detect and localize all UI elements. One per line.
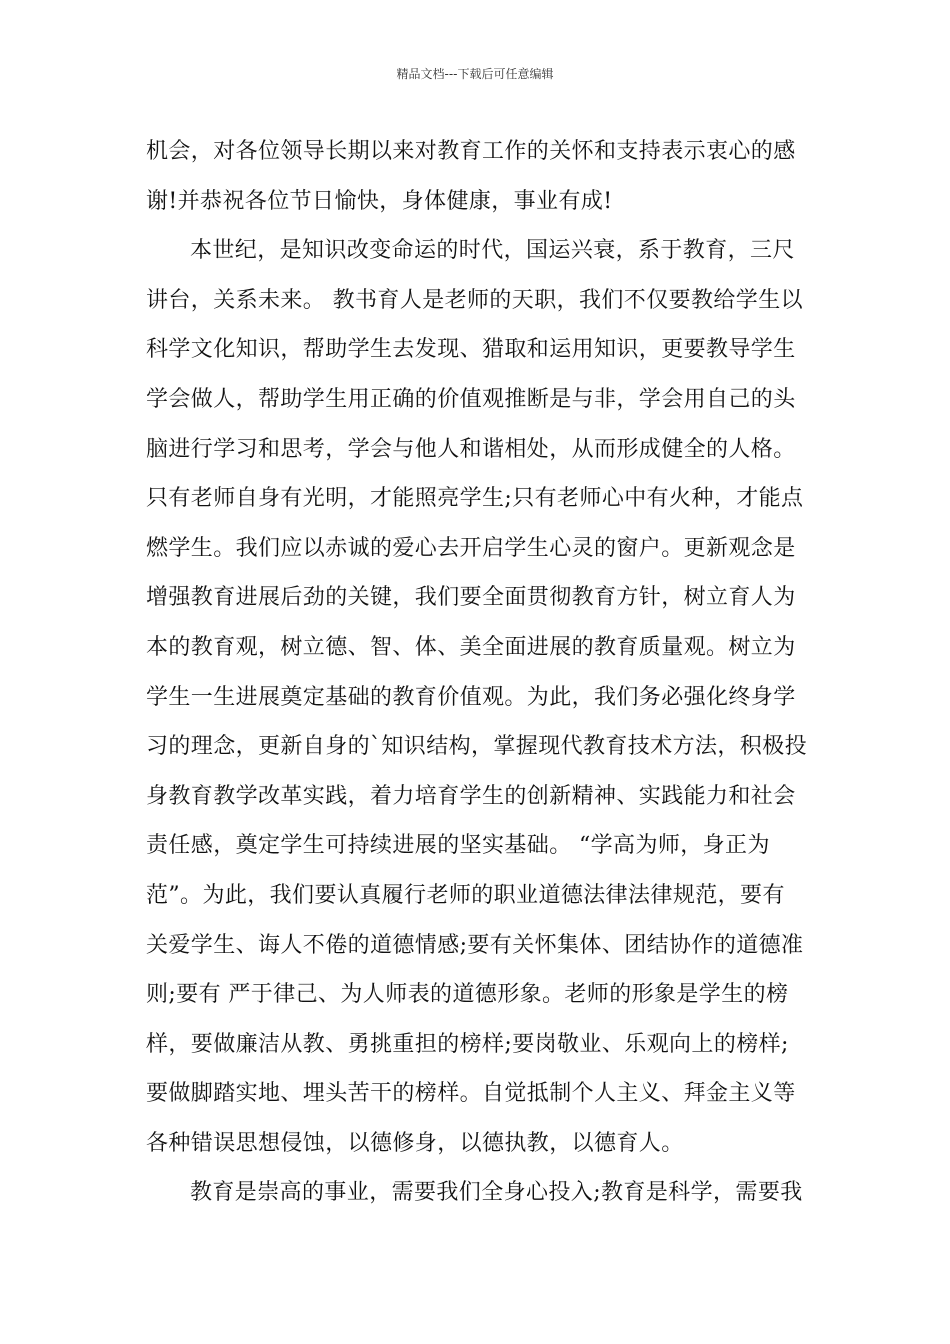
body-text (146, 127, 810, 1218)
text-line: 科学文化知识，帮助学生去发现、猎取和运用知识，更要教导学生 (146, 337, 796, 363)
text-line: 身教育教学改革实践，着力培育学生的创新精神、实践能力和社会 (146, 783, 796, 809)
text-line: 谢!并恭祝各位节日愉快，身体健康，事业有成! (146, 188, 613, 214)
text-line: 燃学生。我们应以赤诚的爱心去开启学生心灵的窗户。更新观念是 (146, 535, 796, 561)
text-line: 学生一生进展奠定基础的教育价值观。为此，我们务必强化终身学 (146, 684, 796, 710)
paragraph-start-line: 教育是崇高的事业，需要我们全身心投入;教育是科学，需要我 (190, 1180, 803, 1206)
page-header: 精品文档---下载后可任意编辑 (396, 67, 554, 81)
text-line: 要做脚踏实地、埋头苦干的榜样。自觉抵制个人主义、拜金主义等 (146, 1081, 796, 1107)
text-line: 范”。为此，我们要认真履行老师的职业道德法律法律规范，要有 (146, 882, 785, 908)
text-line: 责任感，奠定学生可持续进展的坚实基础。 “学高为师，身正为 (146, 833, 770, 859)
text-line: 讲台，关系未来。 教书育人是老师的天职，我们不仅要教给学生以 (146, 287, 803, 313)
text-line: 学会做人，帮助学生用正确的价值观推断是与非，学会用自己的头 (146, 386, 796, 412)
text-line: 各种错误思想侵蚀，以德修身，以德执教，以德育人。 (146, 1130, 684, 1156)
text-line: 习的理念，更新自身的`知识结构，掌握现代教育技术方法，积极投 (146, 734, 808, 760)
text-line: 脑进行学习和思考，学会与他人和谐相处，从而形成健全的人格。 (146, 436, 796, 462)
text-line: 本的教育观，树立德、智、体、美全面进展的教育质量观。树立为 (146, 634, 796, 660)
text-line: 样，要做廉洁从教、勇挑重担的榜样;要岗敬业、乐观向上的榜样; (146, 1031, 789, 1057)
text-line: 机会，对各位领导长期以来对教育工作的关怀和支持表示衷心的感 (146, 139, 796, 164)
paragraph-start-line: 本世纪，是知识改变命运的时代，国运兴衰，系于教育，三尺 (190, 238, 795, 264)
text-line: 关爱学生、诲人不倦的道德情感;要有关怀集体、团结协作的道德准 (146, 932, 804, 958)
text-line: 增强教育进展后劲的关键，我们要全面贯彻教育方针，树立育人为 (146, 585, 796, 611)
text-line: 只有老师自身有光明，才能照亮学生;只有老师心中有火种，才能点 (146, 486, 804, 512)
text-line: 则;要有 严于律己、为人师表的道德形象。老师的形象是学生的榜 (146, 982, 789, 1008)
